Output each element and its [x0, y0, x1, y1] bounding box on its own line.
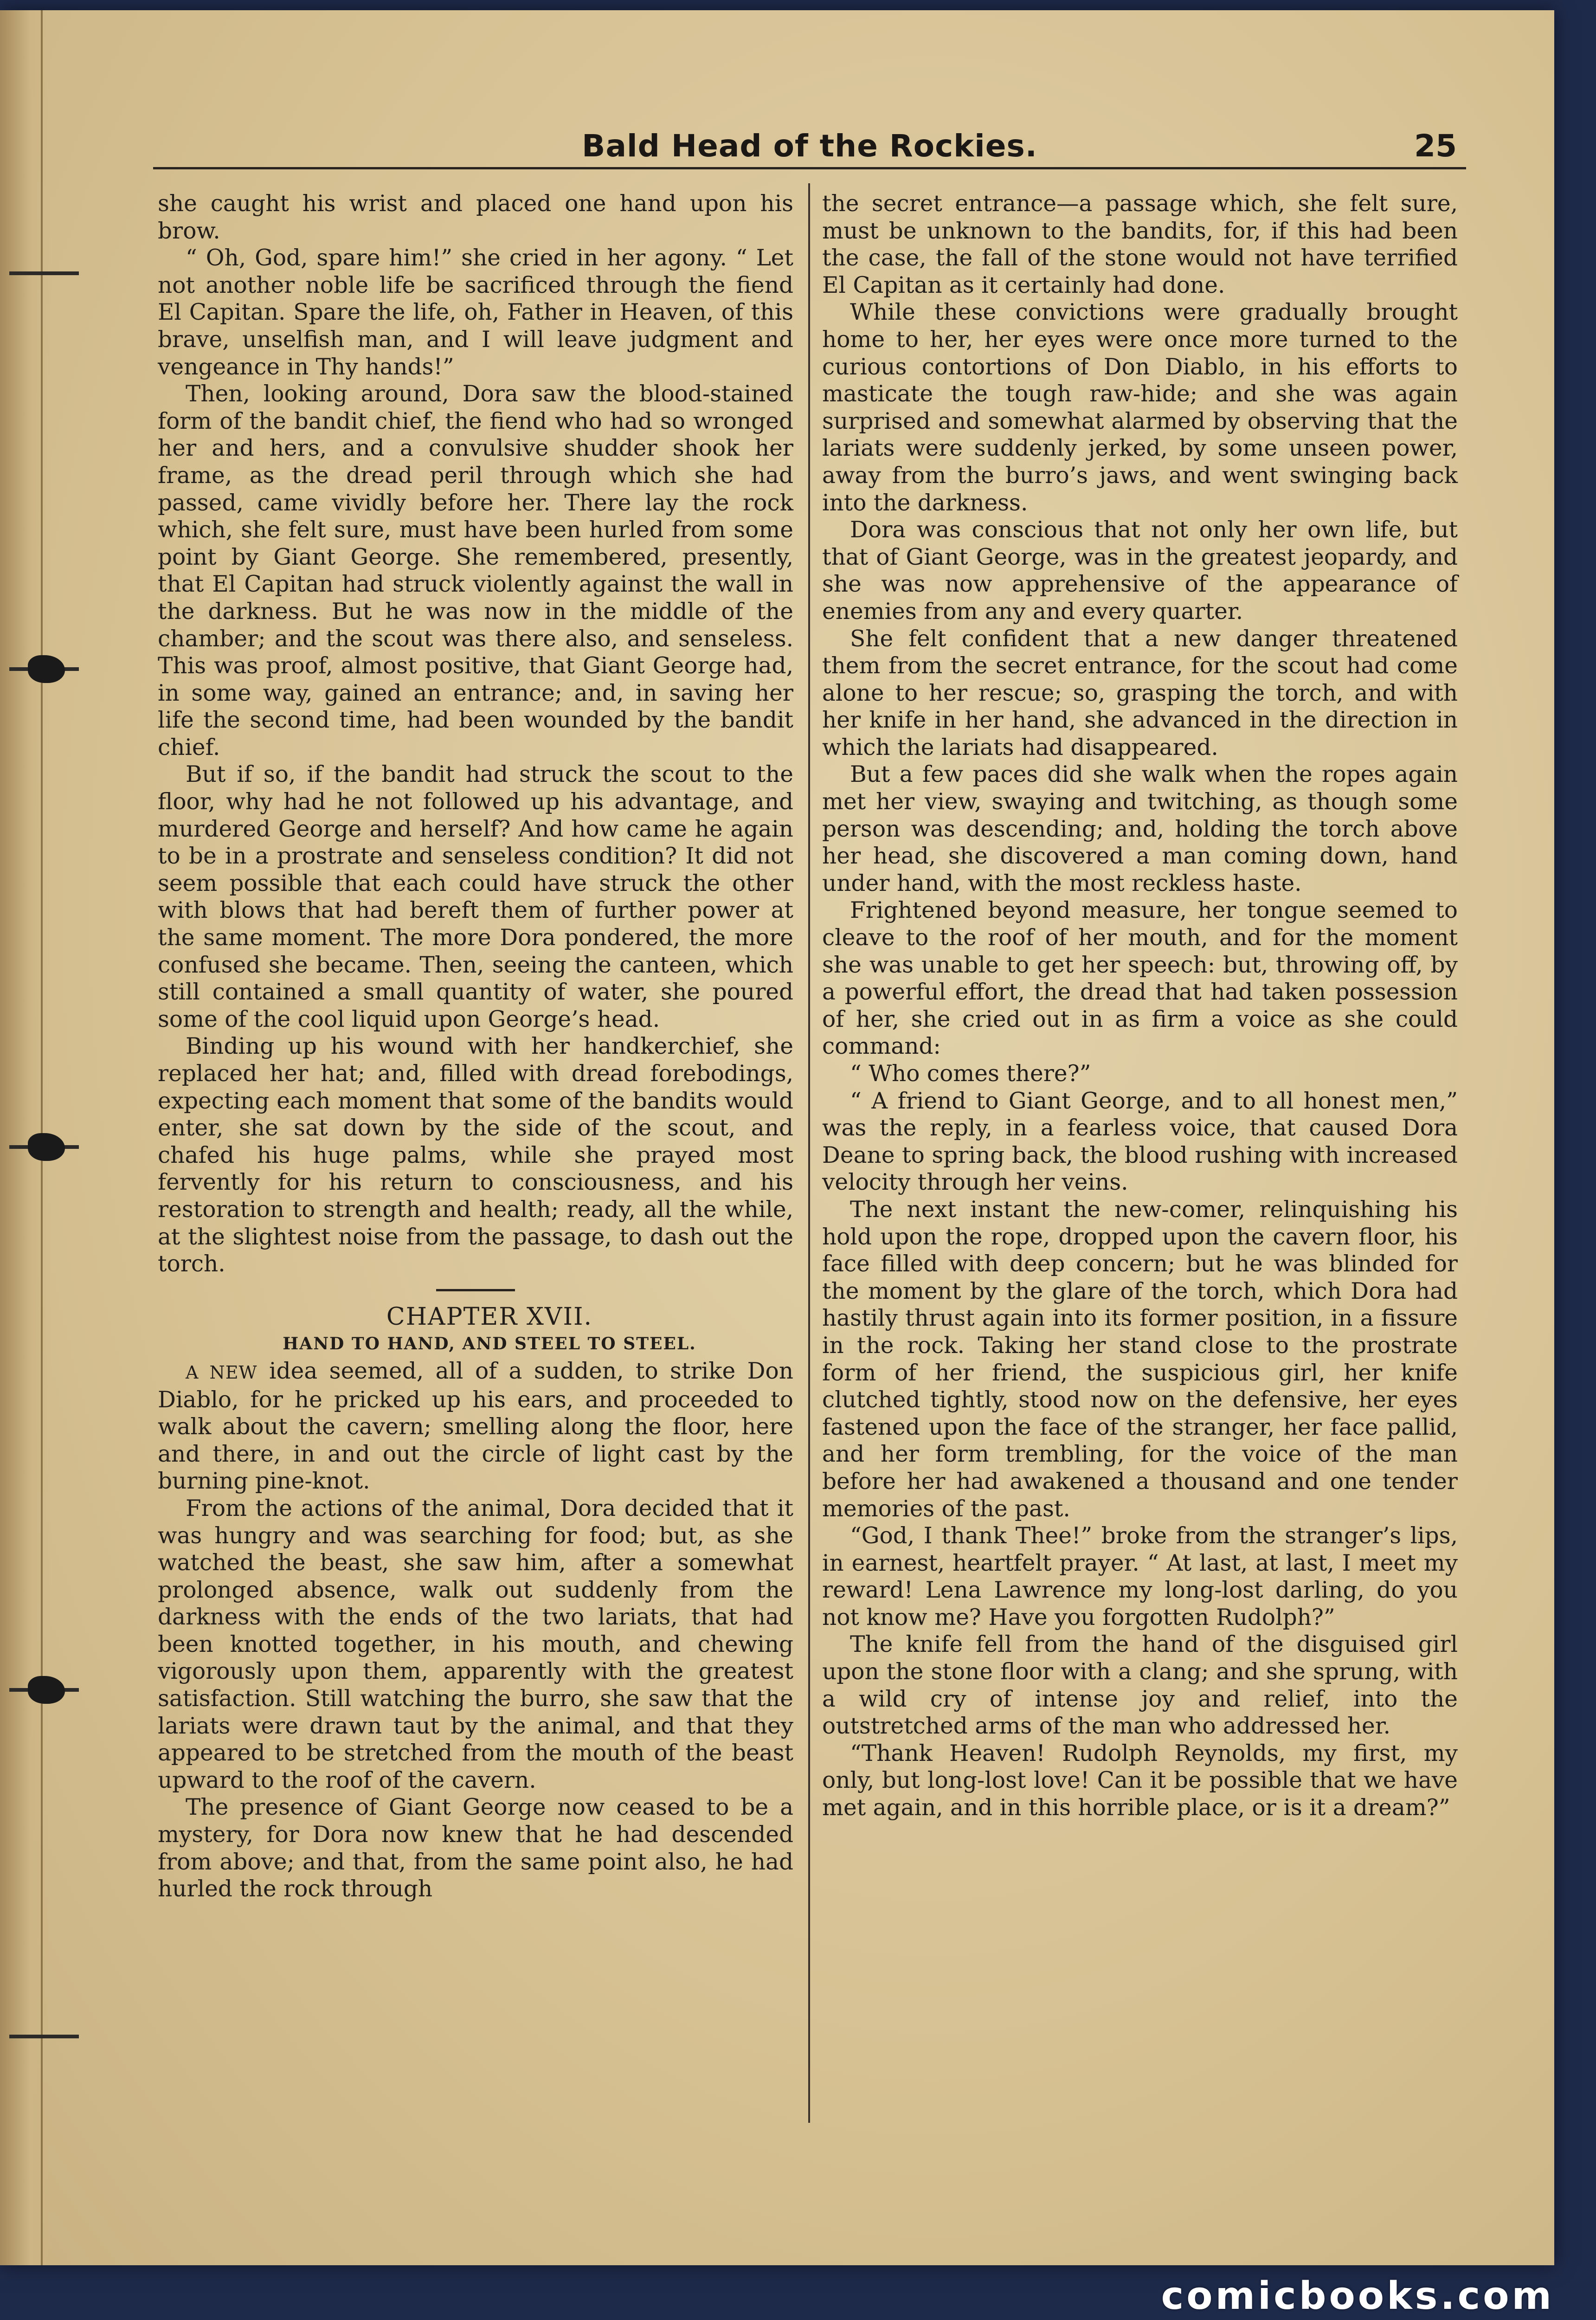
paragraph: But if so, if the bandit had struck the scout to the floor, why had he not followed up his advantage, and murdered George and herself? And how came he again to be in a prostrate and senseless condition? It did not seem possible that each could have struck the other with blows that had bereft them of further power at the same moment. The more Dora pondered, the more confused she became. Then, seeing the canteen, which still contained a small quantity of water, she poured some of the cool liquid upon George’s head. [158, 761, 793, 1032]
binding-staple-icon [9, 1676, 79, 1704]
paragraph: Frightened beyond measure, her tongue seemed to cleave to the roof of her mouth, and for the moment she was unable to get her speech: but, throwing off, by a powerful effort, the dread that had taken possession of her, she cried out in as firm a voice as she could command: [822, 897, 1458, 1060]
header-rule [153, 167, 1466, 169]
paragraph: The presence of Giant George now ceased to be a mystery, for Dora now knew that he had descended from above; and that, from the same point also, he had hurled the rock through [158, 1794, 793, 1902]
binding-staple-icon [9, 1133, 79, 1161]
binding-staple-icon [9, 655, 79, 683]
running-title: Bald Head of the Rockies. [582, 128, 1037, 164]
paragraph: Then, looking around, Dora saw the blood-stained form of the bandit chief, the fiend who had so wronged her and hers, and a convulsive shudder shook her frame, as the dread peril through which she had passed, came vividly before her. There lay the rock which, she felt sure, must have been hurled from some point by Giant George. She remembered, presently, that El Capitan had struck violently against the wall in the darkness. But he was now in the middle of the chamber; and the scout was there also, and senseless. This was proof, almost positive, that Giant George had, in some way, gained an entrance; and, in saving her life the second time, had been wounded by the bandit chief. [158, 381, 793, 760]
chapter-subtitle: HAND TO HAND, AND STEEL TO STEEL. [283, 1334, 696, 1354]
paragraph: Binding up his wound with her handkerchief, she replaced her hat; and, filled with dread forebodings, expecting each moment that some of the bandits would enter, she sat down by the side of the scout, and chafed his huge palms, while she prayed most fervently for his return to consciousness, and his restoration to strength and health; ready, all the while, at the slightest noise from the passage, to dash out the torch. [158, 1033, 793, 1277]
site-watermark: comicbooks.com [1161, 2274, 1554, 2318]
paragraph: “Thank Heaven! Rudolph Reynolds, my first, my only, but long-lost love! Can it be possible that we have met again, and in this horrible place, or is it a dream?” [822, 1740, 1458, 1821]
paragraph: She felt confident that a new danger threatened them from the secret entrance, for the scout had come alone to her rescue; so, grasping the torch, and with her knife in her hand, she advanced in the direction in which the lariats had disappeared. [822, 625, 1458, 760]
paragraph: “ A friend to Giant George, and to all honest men,” was the reply, in a fearless voice, that caused Dora Deane to spring back, the blood rushing with increased velocity through her veins. [822, 1088, 1458, 1196]
page-number: 25 [1414, 128, 1457, 164]
binding-stitch-icon [9, 270, 79, 277]
paragraph: From the actions of the animal, Dora decided that it was hungry and was searching for food; but, as she watched the beast, she saw him, after a somewhat prolonged absence, walk out suddenly from the darkness with the ends of the two lariats, that had been knotted together, in his mouth, and chewing vigorously upon them, apparently with the greatest satisfaction. Still watching the burro, she saw that the lariats were drawn taut by the animal, and that they appeared to be stretched from the mouth of the beast upward to the roof of the cavern. [158, 1495, 793, 1793]
chapter-separator [436, 1289, 515, 1291]
paragraph: While these convictions were gradually brought home to her, her eyes were once more turned to the curious contortions of Don Diablo, in his efforts to masticate the tough raw-hide; and she was again surprised and somewhat alarmed by observing that the lariats were suddenly jerked, by some unseen power, away from the burro’s jaws, and went swinging back into the darkness. [822, 299, 1458, 516]
left-column [158, 190, 793, 1903]
opening-text: idea seemed, all of a sudden, to strike Don Diablo, for he pricked up his ears, and proceeded to walk about the cavern; smelling along the floor, here and there, in and out the circle of light cast by the burning pine-knot. [158, 1358, 793, 1495]
paragraph: The knife fell from the hand of the disguised girl upon the stone floor with a clang; and she sprung, with a wild cry of intense joy and relief, into the outstretched arms of the man who addressed her. [822, 1631, 1458, 1740]
paragraph: But a few paces did she walk when the ropes again met her view, swaying and twitching, as though some person was descending; and, holding the torch above her head, she discovered a man coming down, hand under hand, with the most reckless haste. [822, 761, 1458, 896]
paragraph: Dora was conscious that not only her own life, but that of Giant George, was in the greatest jeopardy, and she was now apprehensive of the appearance of enemies from any and every quarter. [822, 517, 1458, 625]
paragraph: “ Oh, God, spare him!” she cried in her agony. “ Let not another noble life be sacrificed through the fiend El Capitan. Spare the life, oh, Father in Heaven, of this brave, unselfish man, and I will leave judgment and vengeance in Thy hands!” [158, 245, 793, 380]
paragraph: The next instant the new-comer, relinquishing his hold upon the rope, dropped upon the cavern floor, his face filled with deep concern; but he was blinded for the moment by the glare of the torch, which Dora had hastily thrust again into its former position, in a fissure in the rock. Taking her stand close to the prostrate form of her friend, the suspicious girl, her knife clutched tightly, stood now on the defensive, her eyes fastened upon the face of the stranger, her face pallid, and her form trembling, for the voice of the man before her had awakened a thousand and one tender memories of the past. [822, 1196, 1458, 1522]
paragraph: “God, I thank Thee!” broke from the stranger’s lips, in earnest, heartfelt prayer. “ At last, at last, I meet my reward! Lena Lawrence my long-lost darling, do you not know me? Have you forgotten Rudolph?” [822, 1523, 1458, 1630]
binding-stitch-icon [9, 2033, 79, 2040]
column-divider [808, 183, 810, 2123]
paragraph: “ Who comes there?” [850, 1061, 1091, 1087]
running-header [153, 122, 1466, 173]
right-column [822, 190, 1458, 1822]
chapter-title: CHAPTER XVII. [386, 1302, 593, 1331]
opening-word: A NEW [186, 1362, 257, 1383]
paragraph: the secret entrance—a passage which, she felt sure, must be unknown to the bandits, for, if this had been the case, the fall of the stone would not have terrified El Capitan as it certainly had done. [822, 191, 1458, 298]
chapter-opening-paragraph [158, 1358, 793, 1495]
paragraph: she caught his wrist and placed one hand upon his brow. [158, 191, 793, 244]
